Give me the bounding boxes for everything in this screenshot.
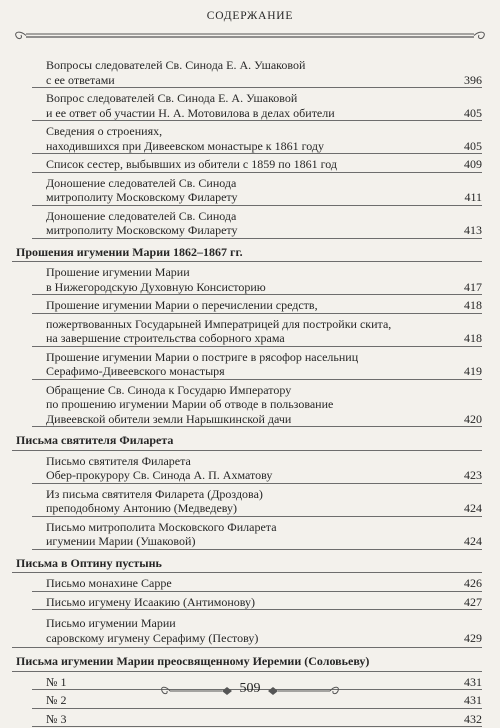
toc-entry-title: Прошение игумении Марии в Нижегородскую Духовную Консисторию [46, 265, 266, 294]
toc-entry-title: Письма в Оптину пустынь [16, 555, 162, 570]
toc-page-number: 405 [464, 105, 482, 120]
toc-entry-title: Письмо святителя Филарета Обер-прокурору Св. Синода А. П. Ахматову [46, 453, 273, 482]
toc-page-number: 432 [464, 711, 482, 726]
toc-entry [0, 380, 482, 428]
toc-page-number: 426 [464, 576, 482, 590]
toc-entry-title: Письмо игумении Марии саровскому игумену Серафиму (Пестову) [46, 616, 259, 645]
toc-entry-title: Письмо митрополита Московского Филарета игумении Марии (Ушаковой) [46, 519, 277, 548]
toc-entry [0, 709, 482, 728]
toc-entry-title: пожертвованных Государыней Императрицей для постройки скита, на завершение строительства соборного храма [46, 316, 392, 345]
toc-page-number: 417 [464, 279, 482, 294]
toc-entry [0, 206, 482, 239]
toc-entry-title: Из письма святителя Филарета (Дроздова) преподобному Антонию (Медведеву) [46, 486, 263, 515]
toc-section-heading [0, 550, 482, 574]
toc-entry-title: Вопрос следователей Св. Синода Е. А. Ушаковой и ее ответ об участии Н. А. Мотовилова в делах обители [46, 91, 335, 120]
toc-entry-title: Прошение игумении Марии о постриге в рясофор насельниц Серафимо-Дивеевского монастыря [46, 349, 359, 378]
toc-entry [0, 154, 482, 173]
toc-section-heading [0, 610, 482, 648]
toc-page-number: 405 [464, 138, 482, 153]
toc-section-heading [0, 427, 482, 451]
toc-entry [0, 295, 482, 314]
toc-page-number: 413 [464, 223, 482, 237]
page-number: 509 [239, 681, 261, 696]
toc-page-number: 418 [464, 331, 482, 345]
toc-page-number: 424 [464, 534, 482, 548]
toc-entry-title: Письмо монахине Сарре [46, 576, 172, 590]
toc-section-heading [0, 239, 482, 263]
toc-entry-title: Прошение игумении Марии о перечислении средств, [46, 298, 318, 312]
toc-entry [0, 573, 482, 592]
toc-entry [0, 55, 482, 88]
toc-page-number: 431 [464, 693, 482, 707]
toc-entry [0, 314, 482, 347]
toc-entry-title: Доношение следователей Св. Синода митрополиту Московскому Филарету [46, 208, 238, 237]
toc-entry-title: Сведения о строениях, находившихся при Дивеевском монастыре к 1861 году [46, 124, 325, 153]
toc-entry [0, 484, 482, 517]
toc-page-number: 424 [464, 501, 482, 515]
toc-page-number: 396 [464, 72, 482, 87]
toc-entry [0, 88, 482, 121]
toc-entry [0, 262, 482, 295]
toc-section-heading [0, 648, 482, 672]
toc-entry-title: Прошения игумении Марии 1862–1867 гг. [16, 244, 243, 259]
toc-entry-title: Письмо игумену Исаакию (Антимонову) [46, 594, 256, 609]
toc-entry [0, 173, 482, 206]
toc-page-number: 419 [464, 364, 482, 378]
toc-entry [0, 347, 482, 380]
header-ornament-rule [12, 30, 488, 44]
toc-entry-title: Доношение следователей Св. Синода митрополиту Московскому Филарету [46, 175, 238, 204]
toc-page-number [446, 259, 482, 260]
toc-page-number [446, 570, 482, 571]
toc-entry-title: Письма святителя Филарета [16, 433, 174, 447]
toc-entry-title: Письма игумении Марии преосвященному Иеремии (Соловьеву) [16, 654, 370, 668]
toc-entry [0, 451, 482, 484]
toc-page-number: 418 [464, 298, 482, 312]
toc-entry [0, 592, 482, 611]
toc-page-number: 420 [464, 411, 482, 426]
toc-page-number: 431 [464, 674, 482, 689]
toc-page-number: 423 [464, 468, 482, 482]
toc-page-number: 427 [464, 594, 482, 609]
toc-entry-title: Обращение Св. Синода к Государю Императору по прошению игумении Марии об отводе в пользование Дивеевской обители земли Нарышкинской дачи [46, 382, 334, 426]
page-header-title: СОДЕРЖАНИЕ [206, 10, 294, 22]
toc-entry-title: № 3 [46, 711, 67, 726]
toc-page-number: 411 [464, 190, 482, 204]
toc-entry-title: Вопросы следователей Св. Синода Е. А. Ушаковой с ее ответами [46, 58, 306, 87]
toc-entry-title: № 2 [46, 693, 67, 707]
toc-page-number: 409 [464, 157, 482, 171]
toc-entry-title: № 1 [46, 674, 67, 689]
toc-page-number [446, 669, 482, 670]
toc-entry [0, 121, 482, 154]
toc-page-number: 429 [464, 630, 482, 645]
toc-page-number [446, 448, 482, 449]
toc-entry [0, 517, 482, 550]
toc-entry-title: Список сестер, выбывших из обители с 1859 по 1861 год [46, 157, 338, 171]
page-footer [0, 681, 500, 701]
table-of-contents [0, 55, 500, 727]
